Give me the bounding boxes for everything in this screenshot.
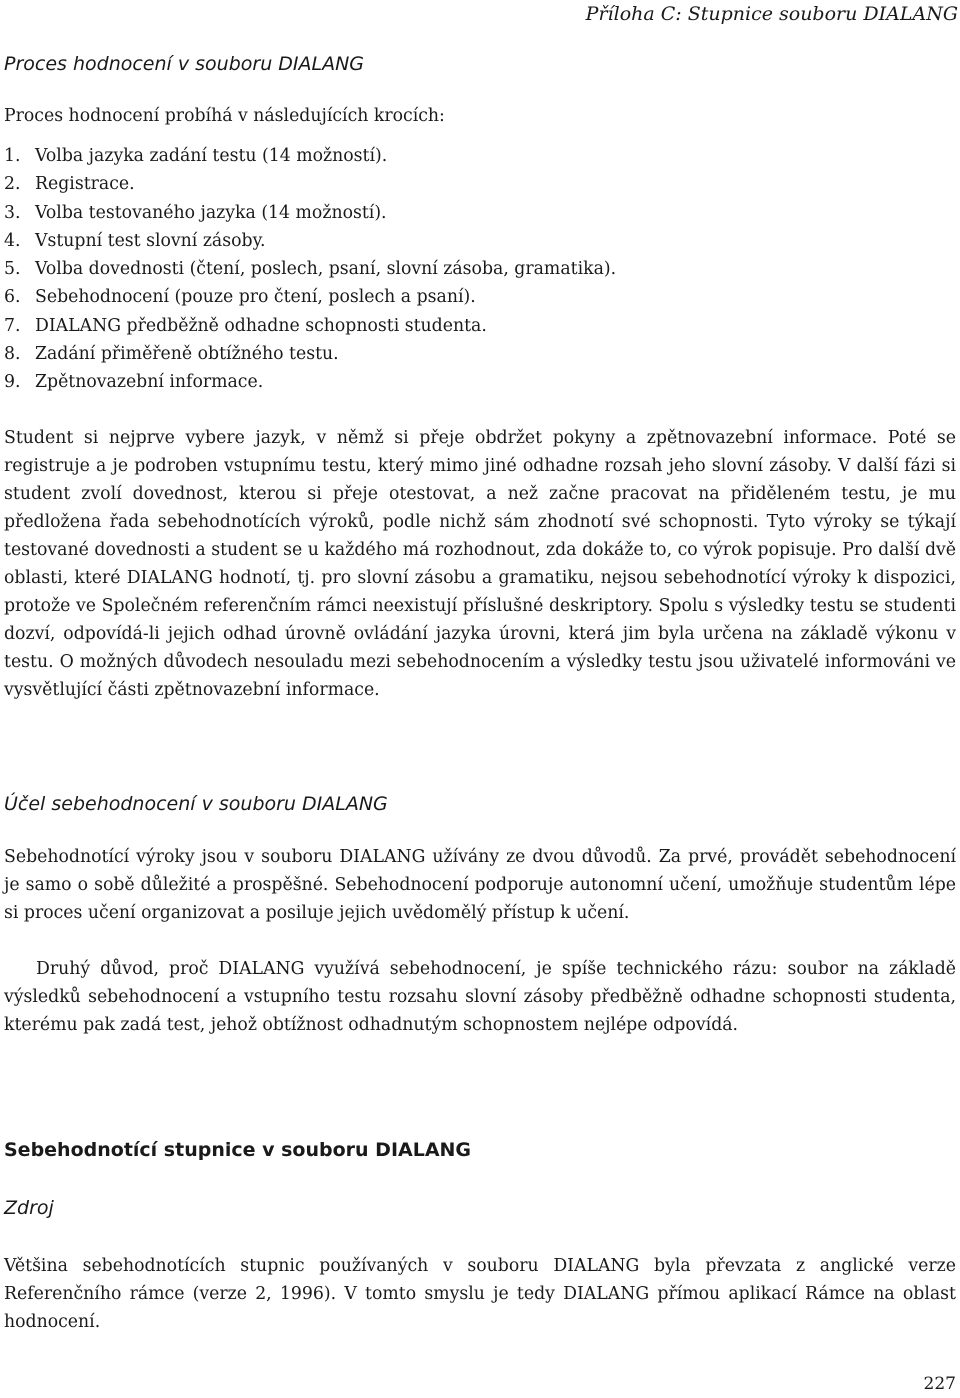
list-item <box>4 255 616 283</box>
step-number: 8. <box>4 344 21 365</box>
step-text: Zadání přiměřeně obtížného testu. <box>35 344 339 365</box>
step-text: DIALANG předběžně odhadne schopnosti studenta. <box>35 315 487 336</box>
process-description-paragraph: Student si nejprve vybere jazyk, v němž si přeje obdržet pokyny a zpětnovazební informace. Poté se registruje a je podroben vstupnímu testu, který mimo jiné odhadne rozsah jeho slovní zásoby. V další fázi si student zvolí dovednost, kterou si přeje otestovat, a než začne pracovat na přiděleném testu, je mu předložena řada sebehodnotících výroků, podle nichž sám zhodnotí své schopnosti. Tyto výroky se týkají testované dovednosti a student se u každého má rozhodnout, zda dokáže to, co výrok popisuje. Pro další dvě oblasti, které DIALANG hodnotí, tj. pro slovní zásobu a gramatiku, nejsou sebehodnotící výroky k dispozici, protože ve Společném referenčním rámci neexistují příslušné deskriptory. Spolu s výsledky testu se studenti dozví, odpovídá-li jejich odhad úrovně ovládání jazyka úrovni, která jim byla určena na základě výkonu v testu. O možných důvodech nesouladu mezi sebehodnocením a výsledky testu jsou uživatelé informováni ve vysvětlující části zpětnovazební informace. <box>4 428 956 700</box>
process-intro: Proces hodnocení probíhá v následujících krocích: <box>4 106 445 126</box>
step-text: Zpětnovazební informace. <box>35 372 264 393</box>
step-number: 1. <box>4 146 21 166</box>
section-heading-purpose: Účel sebehodnocení v souboru DIALANG <box>4 793 388 815</box>
purpose-paragraph-1: Sebehodnotící výroky jsou v souboru DIALANG užívány ze dvou důvodů. Za prvé, provádět sebehodnocení je samo o sobě důležité a prospěšné. Sebehodnocení podporuje autonomní učení, umožňuje studentům lépe si proces učení organizovat a posiluje jejich uvědomělý přístup k učení. <box>4 847 956 923</box>
step-text: Vstupní test slovní zásoby. <box>35 230 266 251</box>
step-text: Volba testovaného jazyka (14 možností). <box>35 202 387 223</box>
step-text: Volba jazyka zadání testu (14 možností). <box>35 146 388 166</box>
list-item <box>4 199 616 227</box>
section-heading-scales: Sebehodnotící stupnice v souboru DIALANG <box>4 1139 472 1161</box>
page-number: 227 <box>923 1374 956 1394</box>
running-header: Příloha C: Stupnice souboru DIALANG <box>585 3 958 25</box>
list-item <box>4 312 616 340</box>
step-number: 9. <box>4 372 21 393</box>
step-number: 3. <box>4 202 21 223</box>
section-heading-process: Proces hodnocení v souboru DIALANG <box>4 53 365 75</box>
step-text: Registrace. <box>35 174 135 195</box>
list-item <box>4 340 616 368</box>
step-number: 7. <box>4 315 21 336</box>
step-text: Sebehodnocení (pouze pro čtení, poslech a psaní). <box>35 287 476 308</box>
source-paragraph: Většina sebehodnotících stupnic používaných v souboru DIALANG byla převzata z anglické verze Referenčního rámce (verze 2, 1996). V tomto smyslu je tedy DIALANG přímou aplikací Rámce na oblast hodnocení. <box>4 1256 956 1332</box>
list-item <box>4 227 616 255</box>
step-number: 5. <box>4 259 21 280</box>
process-steps-list <box>4 142 616 397</box>
list-item <box>4 170 616 198</box>
step-number: 2. <box>4 174 21 195</box>
list-item <box>4 368 616 396</box>
step-number: 6. <box>4 287 21 308</box>
list-item <box>4 283 616 311</box>
list-item <box>4 142 616 170</box>
purpose-paragraph-2: Druhý důvod, proč DIALANG využívá sebehodnocení, je spíše technického rázu: soubor na základě výsledků sebehodnocení a vstupního testu rozsahu slovní zásoby předběžně odhadne schopnosti studenta, kterému pak zadá test, jehož obtížnost odhadnutým schopnostem nejlépe odpovídá. <box>4 959 956 1035</box>
step-text: Volba dovednosti (čtení, poslech, psaní, slovní zásoba, gramatika). <box>35 259 617 280</box>
step-number: 4. <box>4 230 21 251</box>
subheading-source: Zdroj <box>4 1197 54 1219</box>
